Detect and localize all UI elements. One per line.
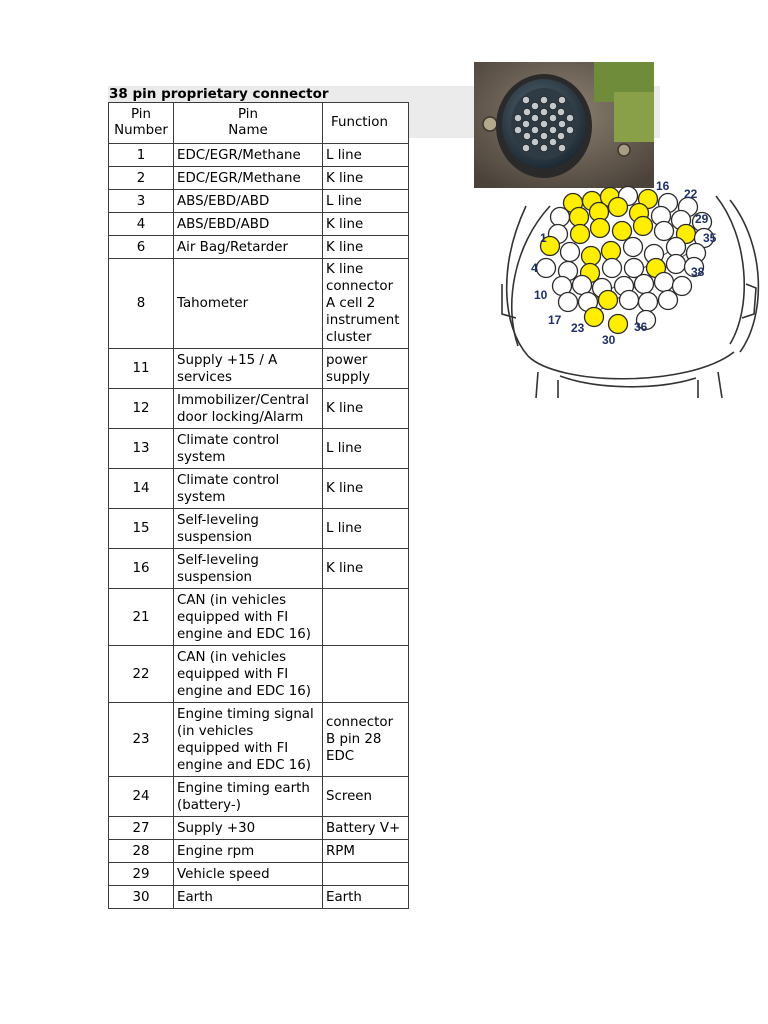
pin-name-cell: Tahometer bbox=[174, 259, 323, 349]
pin-hole bbox=[667, 238, 686, 257]
pin-hole bbox=[635, 275, 654, 294]
connector-hole bbox=[540, 144, 547, 151]
highlighted-pin bbox=[609, 315, 628, 334]
highlighted-pin bbox=[570, 208, 589, 227]
connector-hole bbox=[549, 102, 556, 109]
pin-name-cell: Engine timing earth (battery-) bbox=[174, 777, 323, 817]
pin-name-cell: CAN (in vehicles equipped with FI engine and EDC 16) bbox=[174, 589, 323, 646]
connector-hole bbox=[549, 138, 556, 145]
connector-hole bbox=[523, 132, 530, 139]
pin-hole bbox=[573, 276, 592, 295]
connector-hole bbox=[557, 132, 564, 139]
pin-hole bbox=[667, 255, 686, 274]
connector-hole bbox=[557, 108, 564, 115]
table-row bbox=[109, 777, 409, 817]
highlighted-pin bbox=[602, 242, 621, 261]
function-cell: Battery V+ bbox=[323, 817, 409, 840]
connector-photo bbox=[474, 62, 654, 188]
pin-hole bbox=[559, 293, 578, 312]
pin-number-cell: 2 bbox=[109, 167, 174, 190]
header-pin-name bbox=[174, 103, 323, 144]
function-cell: connector B pin 28 EDC bbox=[323, 703, 409, 777]
pin-number-cell: 12 bbox=[109, 389, 174, 429]
pin-name-cell: ABS/EBD/ABD bbox=[174, 190, 323, 213]
pin-label: 36 bbox=[634, 320, 648, 334]
pin-label: 17 bbox=[548, 313, 562, 327]
function-cell: K line bbox=[323, 236, 409, 259]
function-cell: L line bbox=[323, 429, 409, 469]
pin-hole bbox=[561, 243, 580, 262]
connector-hole bbox=[523, 108, 530, 115]
connector-hole bbox=[531, 138, 538, 145]
pin-number-cell: 30 bbox=[109, 886, 174, 909]
connector-hole bbox=[522, 120, 529, 127]
header-pin-number-label: Pin Number bbox=[114, 107, 168, 138]
header-function bbox=[323, 103, 409, 144]
highlighted-pin bbox=[609, 198, 628, 217]
pin-name-cell: Engine timing signal (in vehicles equipped with FI engine and EDC 16) bbox=[174, 703, 323, 777]
highlighted-pin bbox=[571, 225, 590, 244]
pin-number-cell: 21 bbox=[109, 589, 174, 646]
highlighted-pin bbox=[582, 247, 601, 266]
connector-hole bbox=[540, 120, 547, 127]
pin-number-cell: 14 bbox=[109, 469, 174, 509]
pin-hole bbox=[603, 259, 622, 278]
table-row bbox=[109, 549, 409, 589]
pin-name-cell: Climate control system bbox=[174, 429, 323, 469]
table-row bbox=[109, 589, 409, 646]
table-row bbox=[109, 429, 409, 469]
header-function-label: Function bbox=[331, 115, 388, 130]
pin-number-cell: 24 bbox=[109, 777, 174, 817]
pin-label: 16 bbox=[656, 179, 670, 193]
pin-name-cell: EDC/EGR/Methane bbox=[174, 144, 323, 167]
connector-hole bbox=[540, 108, 547, 115]
table-row bbox=[109, 167, 409, 190]
pin-name-cell: Immobilizer/Central door locking/Alarm bbox=[174, 389, 323, 429]
function-cell: Screen bbox=[323, 777, 409, 817]
connector-hole bbox=[566, 114, 573, 121]
table-row bbox=[109, 213, 409, 236]
connector-hole bbox=[531, 126, 538, 133]
connector-hole bbox=[514, 126, 521, 133]
highlighted-pin bbox=[634, 217, 653, 236]
pin-label: 35 bbox=[703, 231, 717, 245]
table-header-row bbox=[109, 103, 409, 144]
function-cell bbox=[323, 646, 409, 703]
table-row bbox=[109, 389, 409, 429]
pin-number-cell: 1 bbox=[109, 144, 174, 167]
pin-name-cell: Self-leveling suspension bbox=[174, 509, 323, 549]
pin-label: 4 bbox=[531, 261, 538, 275]
pin-hole bbox=[551, 208, 570, 227]
connector-hole bbox=[514, 114, 521, 121]
pin-number-cell: 29 bbox=[109, 863, 174, 886]
pin-label: 29 bbox=[695, 212, 709, 226]
pin-number-cell: 8 bbox=[109, 259, 174, 349]
pin-label: 38 bbox=[691, 265, 705, 279]
highlighted-pin bbox=[599, 291, 618, 310]
pin-hole bbox=[624, 238, 643, 257]
pin-number-cell: 28 bbox=[109, 840, 174, 863]
table-row bbox=[109, 236, 409, 259]
connector-hole bbox=[549, 126, 556, 133]
function-cell bbox=[323, 863, 409, 886]
pin-hole bbox=[655, 222, 674, 241]
connector-hole bbox=[558, 144, 565, 151]
function-cell: K line bbox=[323, 167, 409, 190]
pin-label: 23 bbox=[571, 321, 585, 335]
table-row bbox=[109, 840, 409, 863]
pin-name-cell: Self-leveling suspension bbox=[174, 549, 323, 589]
connector-hole bbox=[566, 126, 573, 133]
pin-hole bbox=[537, 259, 556, 278]
function-cell: K line connector A cell 2 instrument cluster bbox=[323, 259, 409, 349]
highlighted-pin bbox=[585, 308, 604, 327]
table-row bbox=[109, 259, 409, 349]
header-pin-name-label: Pin Name bbox=[228, 107, 268, 138]
pin-name-cell: EDC/EGR/Methane bbox=[174, 167, 323, 190]
function-cell: L line bbox=[323, 144, 409, 167]
pin-number-cell: 13 bbox=[109, 429, 174, 469]
table-row bbox=[109, 144, 409, 167]
pin-number-cell: 11 bbox=[109, 349, 174, 389]
connector-hole bbox=[540, 96, 547, 103]
function-cell: power supply bbox=[323, 349, 409, 389]
connector-pin-diagram bbox=[498, 176, 768, 405]
highlighted-pin bbox=[613, 222, 632, 241]
highlighted-pin bbox=[591, 219, 610, 238]
connector-hole bbox=[549, 114, 556, 121]
table-row bbox=[109, 190, 409, 213]
pin-number-cell: 22 bbox=[109, 646, 174, 703]
pin-name-cell: Climate control system bbox=[174, 469, 323, 509]
pin-name-cell: Air Bag/Retarder bbox=[174, 236, 323, 259]
pin-number-cell: 6 bbox=[109, 236, 174, 259]
connector-hole bbox=[522, 144, 529, 151]
pin-name-cell: Engine rpm bbox=[174, 840, 323, 863]
pin-number-cell: 27 bbox=[109, 817, 174, 840]
pin-number-cell: 4 bbox=[109, 213, 174, 236]
pin-number-cell: 16 bbox=[109, 549, 174, 589]
function-cell: K line bbox=[323, 469, 409, 509]
pin-hole bbox=[673, 277, 692, 296]
connector-hole bbox=[531, 114, 538, 121]
pin-number-cell: 15 bbox=[109, 509, 174, 549]
table-row bbox=[109, 509, 409, 549]
pin-number-cell: 3 bbox=[109, 190, 174, 213]
function-cell: K line bbox=[323, 213, 409, 236]
pin-name-cell: Supply +30 bbox=[174, 817, 323, 840]
pin-name-cell: CAN (in vehicles equipped with FI engine and EDC 16) bbox=[174, 646, 323, 703]
pin-hole bbox=[620, 291, 639, 310]
pin-name-cell: Vehicle speed bbox=[174, 863, 323, 886]
pin-hole bbox=[659, 291, 678, 310]
connector-hole bbox=[558, 96, 565, 103]
table-row bbox=[109, 863, 409, 886]
table-row bbox=[109, 886, 409, 909]
table-row bbox=[109, 469, 409, 509]
pin-name-cell: Earth bbox=[174, 886, 323, 909]
pin-number-cell: 23 bbox=[109, 703, 174, 777]
function-cell: K line bbox=[323, 389, 409, 429]
pin-label: 22 bbox=[684, 187, 698, 201]
table-row bbox=[109, 349, 409, 389]
table-row bbox=[109, 646, 409, 703]
pin-label: 1 bbox=[540, 231, 547, 245]
function-cell: L line bbox=[323, 509, 409, 549]
pin-hole bbox=[639, 293, 658, 312]
function-cell: K line bbox=[323, 549, 409, 589]
pin-label: 30 bbox=[602, 333, 616, 347]
connector-hole bbox=[531, 102, 538, 109]
header-pin-number bbox=[109, 103, 174, 144]
function-cell: L line bbox=[323, 190, 409, 213]
pin-name-cell: ABS/EBD/ABD bbox=[174, 213, 323, 236]
table-row bbox=[109, 817, 409, 840]
connector-hole bbox=[558, 120, 565, 127]
pin-label: 10 bbox=[534, 288, 548, 302]
table-row bbox=[109, 703, 409, 777]
connector-hole bbox=[522, 96, 529, 103]
document-title: 38 pin proprietary connector bbox=[109, 86, 329, 102]
function-cell: RPM bbox=[323, 840, 409, 863]
function-cell: Earth bbox=[323, 886, 409, 909]
pin-table bbox=[108, 102, 409, 909]
pin-hole bbox=[655, 273, 674, 292]
connector-hole bbox=[540, 132, 547, 139]
function-cell bbox=[323, 589, 409, 646]
pin-name-cell: Supply +15 / A services bbox=[174, 349, 323, 389]
